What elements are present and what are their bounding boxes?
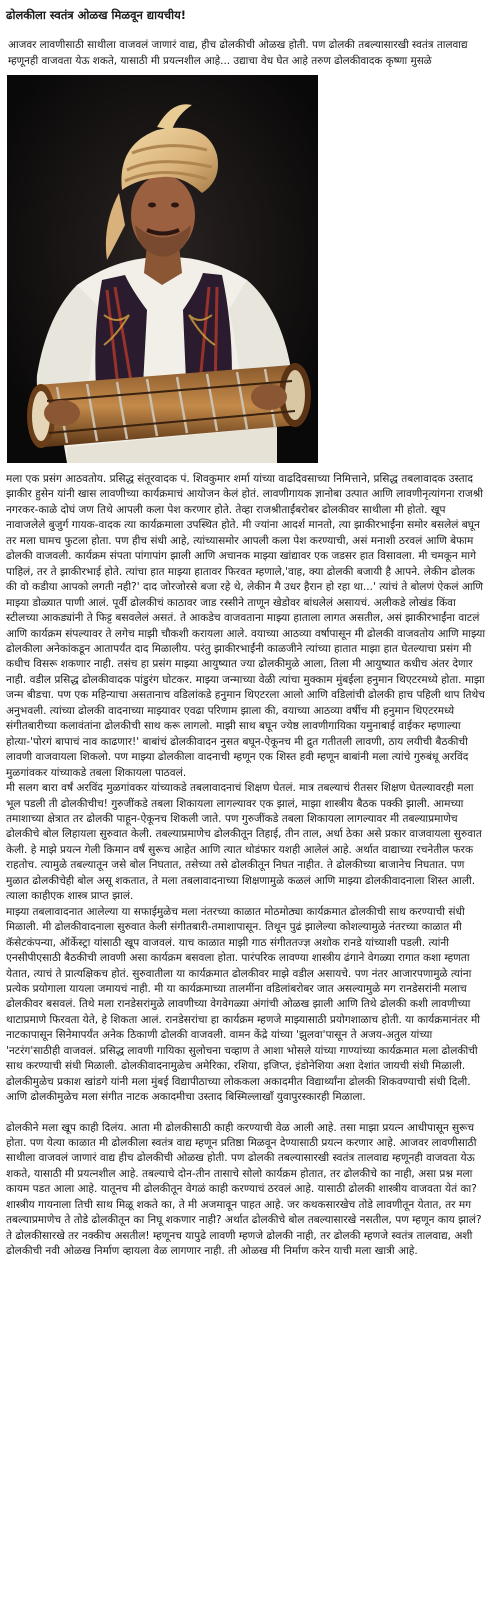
- article-body: [6, 472, 487, 1260]
- article-title: ढोलकीला स्वतंत्र ओळख मिळवून द्यायचीय!: [6, 8, 186, 22]
- musician-playing-dholki-photo: [7, 75, 318, 463]
- article-intro: आजवर लावणीसाठी साथीला वाजवलं जाणारं वाद्य, हीच ढोलकीची ओळख होती. पण ढोलकी तबल्यासारखी स्वतंत्र तालवाद्य म्हणूनही वाजवता येऊ शकते, यासाठी मी प्रयत्नशील आहे... उद्याचा वेध घेत आहे तरुण ढोलकीवादक कृष्णा मुसळे: [8, 39, 468, 67]
- article-paragraph: मी सलग बारा वर्षं अरविंद मुळगांवकर यांच्याकडे तबलावादनाचं शिक्षण घेतलं. मात्र तबल्याचं रीतसर शिक्षण घेतल्यावरही मला भूल पडली ती ढोलकीचीच! गुरुजींकडे तबला शिकायला लागल्यावर एक झालं, माझा शास्त्रीय बैठक पक्की झाली. आमच्या तमाशाच्या क्षेत्रात तर ढोलकी पाहून-ऐकूनच शिकली जाते. पण गुरुजींकडे तबला शिकायला लागल्यावर मी तबल्याप्रमाणेच ढोलकीचे बोल लिहायला सुरुवात केली. तबल्याप्रमाणेच ढोलकीतून तिहाई, तीन ताल, अर्धा ठेका असे प्रकार वाजवायला सुरुवात केली. हे माझे प्रयत्न गेली किमान वर्षं सुरूच आहेत आणि त्यात थोडंफार यशही आलेलं आहे. अर्थात वाद्याच्या रचनेतील फरक राहतोच. त्यामुळे तबल्यातून जसे बोल निघतात, तसेच्या तसे ढोलकीतून निघत नाहीत. ते ढोलकीच्या बाजानेच निघतात. पण मुळात ढोलकीचेही बोल असू शकतात, ते मला तबलावादनाच्या शिक्षणामुळे कळलं आणि माझ्या ढोलकीवादनाला शिस्त आली. त्याला काहीएक शास्त्र प्राप्त झालं.: [6, 782, 482, 903]
- article-paragraph: माझ्या तबलावादनात आलेल्या या सफाईमुळेच मला नंतरच्या काळात मोठमोठ्या कार्यक्रमात ढोलकीची साथ करण्याची संधी मिळाली. मी ढोलकीवादनाला सुरुवात केली संगीतबारी-तमाशापासून. तिथून पुढं झालेल्या कोशल्यामुळे नंतरच्या काळात मी कॅसेटकंपन्या, ऑर्केस्ट्रा यांसाठी खूप वाजवलं. याच काळात माझी गाठ संगीततज्ज्ञ अशोक रानडे यांच्याशी पडली. त्यांनी एनसीपीएसाठी बैठकीची लावणी असा कार्यक्रम बसवला होता. पारंपरिक लावण्या शास्त्रीय ढंगाने वेगळ्या रागात कशा म्हणता येतात, त्याचं ते प्रात्यक्षिकच होतं. सुरुवातीला या कार्यक्रमात ढोलकीवर माझे वडील असायचे. पण नंतर आजारपणामुळे त्यांना प्रत्येक प्रयोगाला यायला जमायचं नाही. मी या कार्यक्रमाच्या तालमींना वडिलांबरोबर जात असल्यामुळे मग रानडेसरांनी मलाच ढोलकीवर बसवलं. तिथे मला रानडेसरांमुळे लावणीच्या वेगवेगळ्या अंगांची ओळख झाली आणि तिथे ढोलकी कशी लावणीच्या थाटाप्रमाणे फिरवता येते, हे शिकता आलं. रानडेसरांचा हा कार्यक्रम म्हणजे माझ्यासाठी प्रयोगशाळाच होती. या कार्यक्रमानंतर मी नाटकापासून सिनेमापर्यंत अनेक ठिकाणी ढोलकी वाजवली. वामन केंद्रे यांच्या 'झुलवा'पासून ते अजय-अतुल यांच्या 'नटरंग'साठीही वाजवलं. प्रसिद्ध लावणी गायिका सुलोचना चव्हाण ते आशा भोसले यांच्या गाण्यांच्या कार्यक्रमात मला ढोलकीची साथ करण्याची संधी मिळाली. ढोलकीवादनामुळेच अमेरिका, रशिया, इजिप्त, इंडोनेशिया अशा देशांत जायची संधी मिळाली. ढोलकीमुळेच प्रकाश खांडगे यांनी मला मुंबई विद्यापीठाच्या लोककला अकादमीत विद्यार्थ्यांना ढोलकी शिकवण्याची संधी दिली. आणि ढोलकीमुळेच मला संगीत नाटक अकादमीचा उस्ताद बिस्मिल्लाखाँ युवापुरस्कारही मिळाला.: [6, 905, 481, 1104]
- dholki-player-illustration: [7, 75, 318, 463]
- paragraph-spacer: [6, 1106, 487, 1121]
- article-paragraph: मला एक प्रसंग आठवतोय. प्रसिद्ध संतूरवादक पं. शिवकुमार शर्मा यांच्या वाढदिवसाच्या निमित्ताने, प्रसिद्ध तबलावादक उस्ताद झाकीर हुसेन यांनी खास लावणीच्या कार्यक्रमाचं आयोजन केलं होतं. लावणीगायक ज्ञानोबा उत्पात आणि लावणीनृत्यांगना राजश्री नगरकर-काळे दोघं जण तिथे आपली कला पेश करणार होते. तेव्हा राजश्रीताईंबरोबर ढोलकीवर साथीला मी होतो. खूप नावाजलेले बुजुर्ग गायक-वादक त्या कार्यक्रमाला उपस्थित होते. मी ज्यांना आदर्श मानतो, त्या झाकीरभाईंना समोर बसलेलं बघून तर मला घामच फुटला होता. पण हीच संधी आहे, त्यांच्यासमोर आपली कला पेश करण्याची, असं मनाशी ठरवलं आणि बेफाम ढोलकी वाजवली. कार्यक्रम संपता पांगापांग झाली आणि अचानक माझ्या खांद्यावर एक जडसर हात विसावला. मी चमकून मागे पाहिलं, तर ते झाकीरभाई होते. त्यांचा हात माझ्या हातावर फिरवत म्हणाले,'वाह, क्या ढोलकी बजायी है आपने. लेकीन ढोलक की वो कडीया आपको लगती नही?' दाद जोरजोरसे बजा रहे थे, लेकीन मै उधर हैरान हो रहा था...' त्यांचं ते बोलणं ऐकलं आणि माझ्या डोळ्यात पाणी आलं. पूर्वी ढोलकीचं काठावर जाड रस्सीने ताणून खेडोवर बांधलेलं असायचं. अलीकडे लोखंड किंवा स्टीलच्या आकड्यांनी ते फिट्ट बसवलेलं असतं. ते आकडेच वाजवताना माझ्या हाताला लागत असतील, असं झाकीरभाईंना वाटलं आणि कार्यक्रम संपल्यावर ते लगेच माझी चौकशी करायला आले. वयाच्या आठव्या वर्षापासून मी ढोलकी वाजवतोय आणि माझ्या ढोलकीला अनेकांकडून आतापर्यंत दाद मिळालीय. परंतु झाकीरभाईंनी काळजीने त्यांच्या हातात माझा हात घेतल्याचा प्रसंग मी कधीच विसरू शकणार नाही. तसंच हा प्रसंग माझ्या आयुष्यात ज्या ढोलकीमुळे आला, तिला मी आयुष्यात कधीच अंतर देणार नाही. वडील प्रसिद्ध ढोलकीवादक पांडुरंग घोटकर. माझ्या जन्माच्या वेळी त्यांचा मुक्काम मुंबईला हनुमान थिएटरमध्ये होता. माझा जन्म बीडचा. पण एक महिन्याचा असतानाच वडिलांकडे हनुमान थिएटरला आलो आणि वडिलांची ढोलकी हाच पहिली थाप तिथेच अनुभवली. त्यांच्या ढोलकी वादनाच्या माझ्यावर एवढा परिणाम झाला की, वयाच्या आठव्या वर्षीच मी हनुमान थिएटरमध्ये संगीतबारीच्या कलावंतांना ढोलकीची साथ करू लागलो. माझी साथ बघून ज्येष्ठ लावणीगायिका यमुनाबाई वाईकर म्हणाल्या होत्या-'पोरगं बापाचं नाव काढणार!' बाबांचं ढोलकीवादन नुसत बघून-ऐकूनच मी द्रुत गतीतली लावणी, ठाय लयीची बैठकीची लावणी वाजवायला शिकलो. पण माझ्या ढोलकीला वादनाची म्हणून एक शिस्त हवी म्हणून बाबांनी मला त्यांचे गुरुबंधू अरविंद मुळगांवकर यांच्याकडे तबला शिकायला पाठवलं.: [6, 473, 486, 779]
- article-paragraph: ढोलकीने मला खूप काही दिलंय. आता मी ढोलकीसाठी काही करण्याची वेळ आली आहे. तसा माझा प्रयत्न आधीपासून सुरूच होता. पण येत्या काळात मी ढोलकीला स्वतंत्र वाद्य म्हणून प्रतिष्ठा मिळवून देण्यासाठी प्रयत्न करणार आहे. आजवर लावणीसाठी साथीला वाजवलं जाणारं वाद्य हीच ढोलकीची ओळख होती. पण ढोलकी तबल्यासारखी स्वतंत्र तालवाद्य म्हणूनही वाजवता येऊ शकते, यासाठी मी प्रयत्नशील आहे. तबल्याचे दोन-तीन तासाचे सोलो कार्यक्रम होतात, तर ढोलकीचे का नाही, असा प्रश्न मला कायम पडत आला आहे. यातूनच मी ढोलकीतून वेगळं काही करण्याचं ठरवलं आहे. यासाठी ढोलकी शास्त्रीय वाजवता येतं का? शास्त्रीय गायनाला तिची साथ मिळू शकते का, ते मी अजमावून पाहत आहे. जर कथकसारखेच तोडे लावणीतून येतात, तर मग तबल्याप्रमाणेच ते तोडे ढोलकीतून का निघू शकणार नाही? अर्थात ढोलकीचे बोल तबल्यासारखे नसतील, पण म्हणून काय झालं? ते ढोलकीसारखे तर नक्कीच असतील! म्हणूनच यापुढे लावणी म्हणजे ढोलकी नाही, तर ढोलकी म्हणजे स्वतंत्र तालवाद्य, अशी ढोलकीची नवी ओळख निर्माण व्हायला वेळ लागणार नाही. ती ओळख मी निर्माण करेन याची मला खात्री आहे.: [6, 1121, 482, 1258]
